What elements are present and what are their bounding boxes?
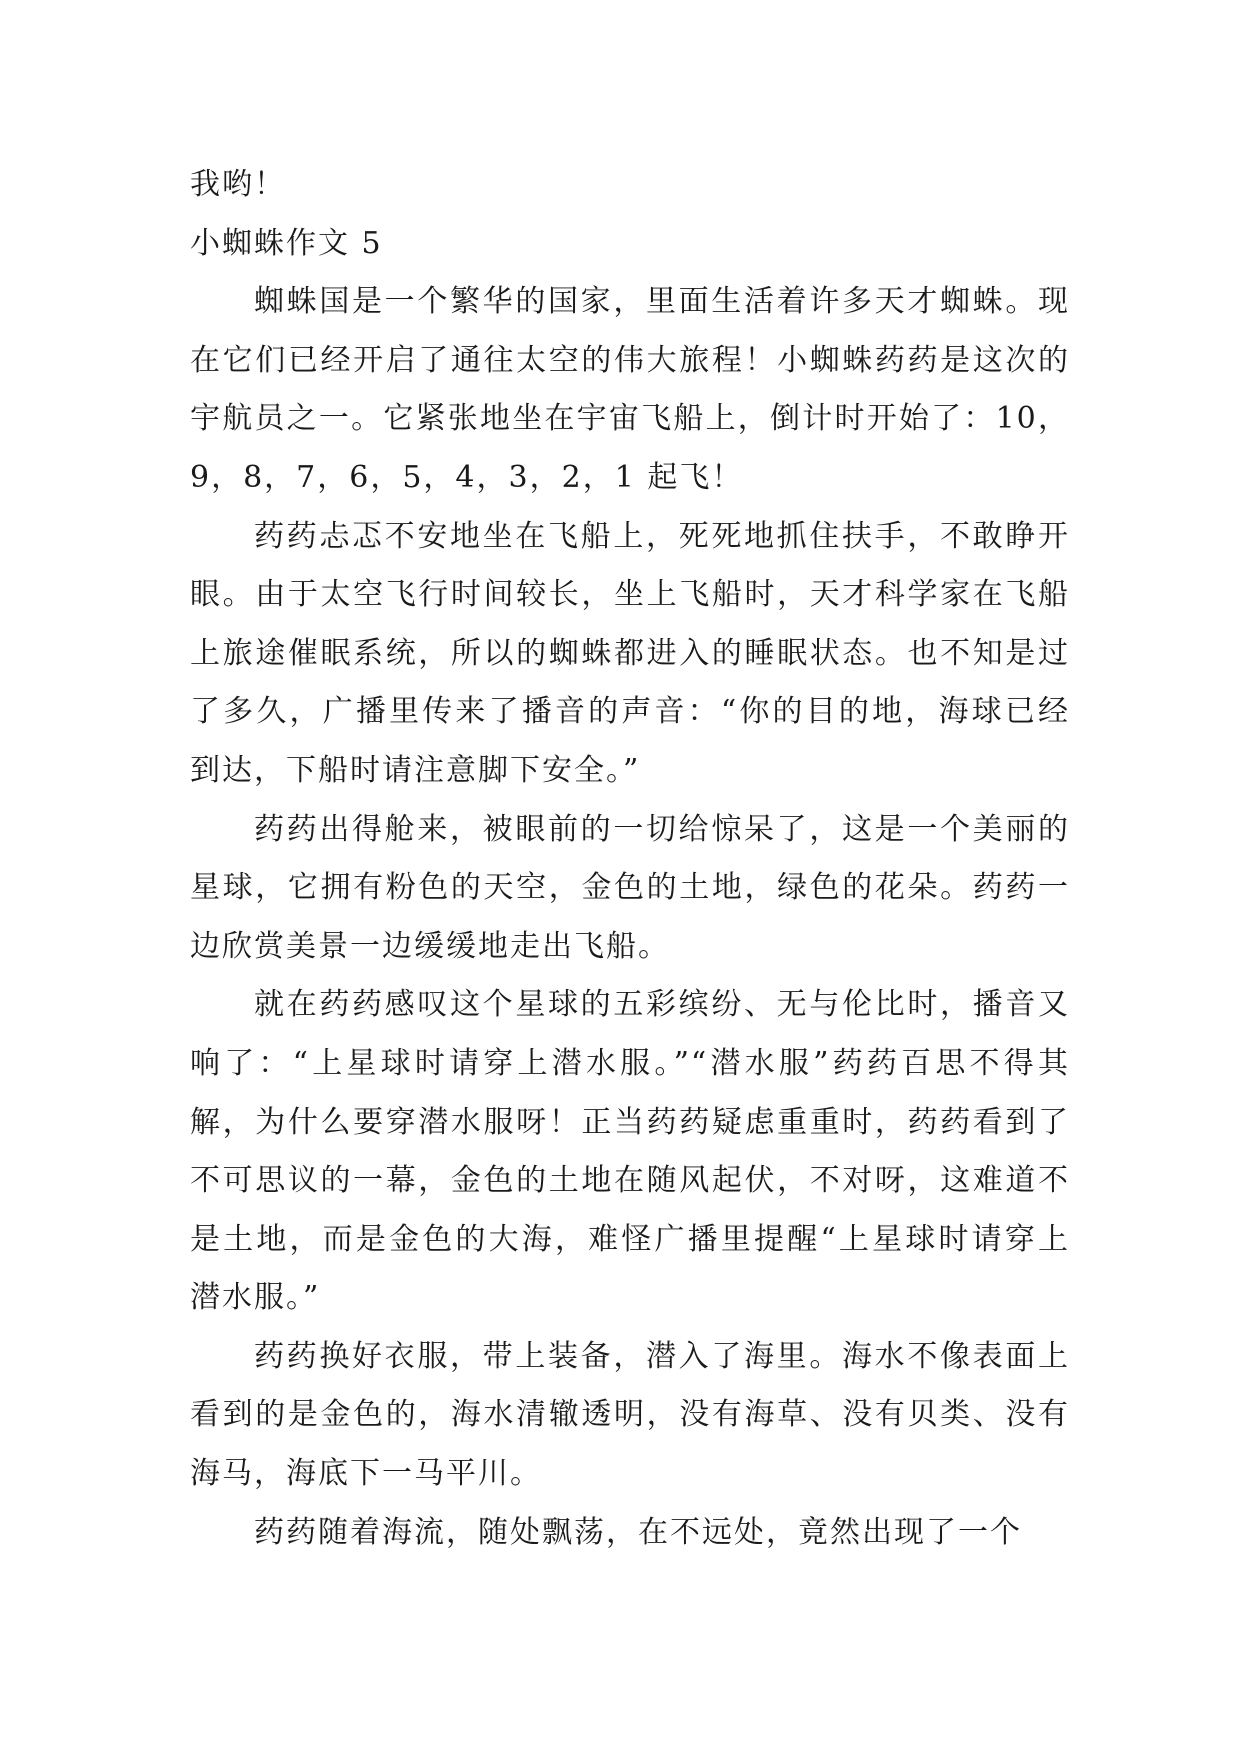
paragraph-2: 药药忐忑不安地坐在飞船上，死死地抓住扶手，不敢睁开眼。由于太空飞行时间较长，坐上飞船时，天才科学家在飞船上旅途催眠系统，所以的蜘蛛都进入的睡眠状态。也不知是过了多久，广播里传来了播音的声音：“你的目的地，海球已经到达，下船时请注意脚下安全。”: [190, 518, 1070, 788]
paragraph-1: 蜘蛛国是一个繁华的国家，里面生活着许多天才蜘蛛。现在它们已经开启了通往太空的伟大旅程！小蜘蛛药药是这次的宇航员之一。它紧张地坐在宇宙飞船上，倒计时开始了：10，9，8，7，6，5，4，3，2，1 起飞！: [190, 284, 1070, 495]
paragraph-4: 就在药药感叹这个星球的五彩缤纷、无与伦比时，播音又响了：“上星球时请穿上潜水服。”“潜水服”药药百思不得其解，为什么要穿潜水服呀！正当药药疑虑重重时，药药看到了不可思议的一幕，金色的土地在随风起伏，不对呀，这难道不是土地，而是金色的大海，难怪广播里提醒“上星球时请穿上潜水服。”: [190, 987, 1070, 1316]
document-body: [190, 156, 1070, 1562]
essay-title: 小蜘蛛作文 5: [190, 225, 383, 261]
lead-line: 我哟！: [190, 167, 286, 202]
paragraph-3: 药药出得舱来，被眼前的一切给惊呆了，这是一个美丽的星球，它拥有粉色的天空，金色的土地，绿色的花朵。药药一边欣赏美景一边缓缓地走出飞船。: [190, 811, 1070, 964]
paragraph-5: 药药换好衣服，带上装备，潜入了海里。海水不像表面上看到的是金色的，海水清辙透明，没有海草、没有贝类、没有海马，海底下一马平川。: [190, 1338, 1070, 1492]
paragraph-6: 药药随着海流，随处飘荡，在不远处，竟然出现了一个: [254, 1514, 1022, 1550]
